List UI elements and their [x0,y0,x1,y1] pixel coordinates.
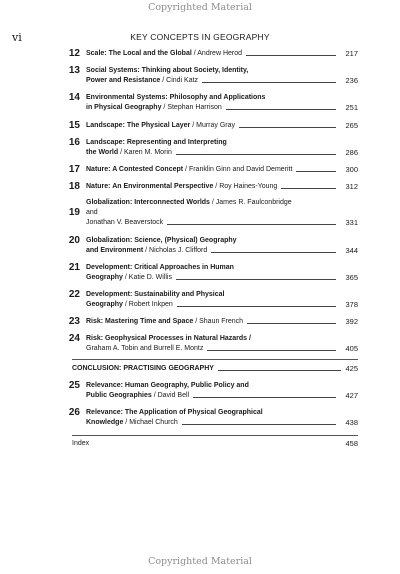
copyright-watermark-top: Copyrighted Material [148,2,252,13]
chapter-page: 236 [345,76,358,86]
chapter-page: 300 [345,164,358,174]
dot-leader [226,109,336,110]
toc-entry: 13 Social Systems: Thinking about Society, Identity, Power and Resistance / Cindi Katz 236 [62,65,358,86]
chapter-page: 405 [345,344,358,354]
toc-entry: 15 Landscape: The Physical Layer / Murray Gray 265 [62,120,358,131]
section-page: 425 [345,364,358,373]
chapter-page: 438 [345,418,358,427]
chapter-title-line: Development: Critical Approaches in Human [86,263,234,271]
chapter-number: 15 [68,119,80,131]
index-divider [72,435,358,436]
chapter-title-line: Risk: Mastering Time and Space [86,318,194,326]
chapter-title-line: Relevance: Human Geography, Public Policy and [86,382,249,389]
toc-entry: 16 Landscape: Representing and Interpreting the World / Karen M. Morin 286 [62,137,358,158]
chapter-number: 18 [68,181,80,193]
chapter-title-line: Knowledge [86,419,124,426]
chapter-title-line: Nature: An Environmental Perspective [86,183,214,191]
chapter-title-line: Nature: A Contested Concept [86,165,184,173]
chapter-title-line: Globalization: Interconnected Worlds [86,199,210,207]
chapter-author: Graham A. Tobin and Burrell E. Montz [86,345,204,353]
chapter-author: Jonathan V. Beaverstock [86,219,164,227]
chapter-page: 312 [345,182,358,192]
chapter-title-line: Geography [86,273,123,281]
index-page: 458 [345,439,358,448]
dot-leader [167,224,336,225]
chapter-title-line: Globalization: Science, (Physical) Geography [86,236,237,244]
chapter-author: Franklin Ginn and David Demeritt [188,165,293,173]
chapter-number: 20 [68,234,80,246]
chapter-number: 19 [68,207,80,219]
toc-entry: 20 Globalization: Science, (Physical) Geography and Environment / Nicholas J. Clifford 344 [62,235,358,256]
toc-entry [62,333,358,354]
chapter-page: 217 [345,49,358,58]
dot-leader [202,82,336,83]
chapter-number: 23 [68,316,80,328]
toc-entry: 22 Development: Sustainability and Physical Geography / Robert Inkpen 378 [62,289,358,310]
copyright-watermark-bottom: Copyrighted Material [148,556,252,567]
toc-entry: 23 Risk: Mastering Time and Space / Shaun French 392 [62,316,358,327]
chapter-number: 17 [68,163,80,175]
chapter-title-line: and Environment [86,246,144,254]
toc-entry: 12 Scale: The Local and the Global / Andrew Herod 217 [62,48,358,59]
toc-entry: 17 Nature: A Contested Concept / Franklin Ginn and David Demeritt 300 [62,164,358,175]
chapter-number: 25 [68,380,80,391]
chapter-number: 21 [68,261,80,273]
chapter-title-line: Risk: Geophysical Processes in Natural Hazards / [86,335,251,343]
chapter-author: Stephan Harrison [167,104,222,112]
chapter-author: David Bell [157,392,190,399]
chapter-author: Murray Gray [196,121,236,129]
chapter-number: 16 [68,136,80,148]
toc-entry: 25 Relevance: Human Geography, Public Policy and Public Geographies / David Bell 427 [62,380,358,401]
toc-entry: 14 Environmental Systems: Philosophy and Applications in Physical Geography / Stephan Harrison 251 [62,92,358,113]
dot-leader [239,127,336,128]
chapter-title-line: in Physical Geography [86,104,162,112]
chapter-author: Katie D. Willis [128,273,172,281]
chapter-number: 22 [68,288,80,300]
chapter-page: 392 [345,317,358,327]
chapter-title-line: Relevance: The Application of Physical Geographical [86,409,263,416]
chapter-number: 14 [68,92,80,104]
chapter-title-line: Landscape: Representing and Interpreting [86,138,227,146]
chapter-author: Cindi Katz [166,77,199,85]
dot-leader [281,188,336,189]
dot-leader [193,397,336,398]
dot-leader [211,252,336,253]
chapter-author: Karen M. Morin [124,148,172,156]
chapter-page: 331 [345,218,358,228]
dot-leader [247,323,336,324]
chapter-title-line: Public Geographies [86,392,152,399]
chapter-author: Robert Inkpen [128,300,173,308]
chapter-author: Michael Church [129,419,178,426]
chapter-author: Shaun French [199,318,244,326]
conclusion-contents [62,380,358,434]
toc-entry: 21 Development: Critical Approaches in Human Geography / Katie D. Willis 365 [62,262,358,283]
dot-leader [246,55,336,56]
dot-leader [176,154,336,155]
section-heading-row [72,364,358,374]
toc-entry: 18 Nature: An Environmental Perspective / Roy Haines-Young 312 [62,181,358,192]
chapter-title-line: Geography [86,300,123,308]
running-head: KEY CONCEPTS IN GEOGRAPHY [130,32,270,42]
dot-leader [207,350,336,351]
page-number: vi [12,31,22,44]
chapter-page: 344 [345,245,358,255]
chapter-title-line: Power and Resistance [86,77,161,85]
chapter-number: 24 [68,333,80,345]
chapter-author: Nicholas J. Clifford [149,246,208,254]
dot-leader [296,171,336,172]
dot-leader [182,424,336,425]
toc-entry: 26 Relevance: The Application of Physical Geographical Knowledge / Michael Church 438 [62,407,358,428]
chapter-title-line: Development: Sustainability and Physical [86,290,225,298]
chapter-page: 286 [345,147,358,157]
chapter-title-line: Environmental Systems: Philosophy and Applications [86,94,266,102]
chapter-number: 26 [68,407,80,418]
chapter-author: James R. Faulconbridge and [86,199,292,217]
toc-entry: 19 Globalization: Interconnected Worlds / James R. Faulconbridge and Jonathan V. Beaverstock 331 [62,198,358,228]
index-row [72,439,358,449]
chapter-number: 12 [68,48,80,59]
chapter-page: 378 [345,299,358,309]
chapter-page: 265 [345,120,358,130]
chapter-title-line: Landscape: The Physical Layer [86,121,191,129]
index-label: Index [72,440,90,447]
chapter-author: Andrew Herod [197,50,243,57]
section-divider [72,359,358,360]
chapter-page: 427 [345,391,358,400]
section-heading: CONCLUSION: PRACTISING GEOGRAPHY [72,365,214,372]
chapter-title-line: Social Systems: Thinking about Society, Identity, [86,67,249,75]
chapter-number: 13 [68,65,80,77]
table-of-contents [62,48,358,360]
dot-leader [176,279,336,280]
dot-leader [177,306,336,307]
chapter-page: 365 [345,272,358,282]
chapter-page: 251 [345,103,358,113]
dot-leader [218,370,342,371]
chapter-title-line: Scale: The Local and the Global [86,50,192,57]
chapter-title-line: the World [86,148,119,156]
chapter-author: Roy Haines-Young [219,183,278,191]
